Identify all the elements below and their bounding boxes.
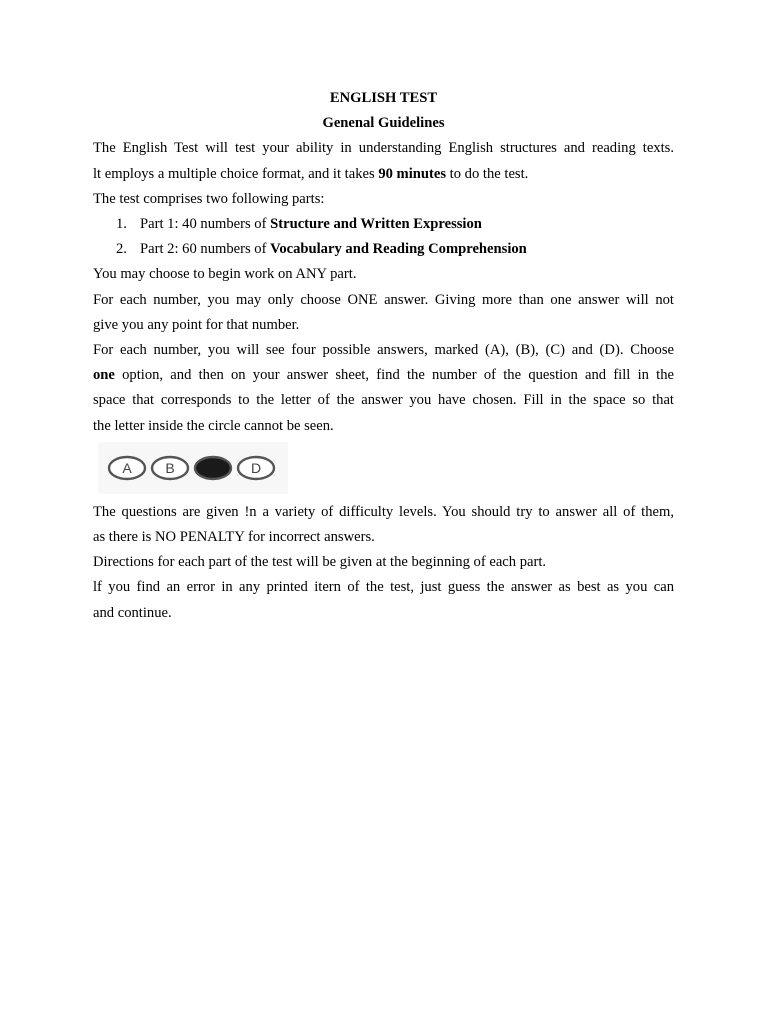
answer-bubble-letter: C (207, 459, 219, 476)
difficulty-line-1: The questions are given !n a variety of difficulty levels. You should try to answer all of them, (93, 503, 674, 520)
answer-bubble-letter: D (250, 459, 262, 476)
list-item: 2. Part 2: 60 numbers of Vocabulary and Reading Comprehension (116, 241, 527, 258)
intro-line-1: The English Test will test your ability in understanding English structures and reading texts. (93, 140, 674, 157)
answer-bubble-example (98, 442, 288, 494)
one-answer-line-1: For each number, you may only choose ONE answer. Giving more than one answer will not (93, 291, 674, 308)
four-answers-line-4: the letter inside the circle cannot be seen. (93, 417, 334, 434)
error-line-2: and continue. (93, 604, 172, 621)
four-answers-line-3: space that corresponds to the letter of the answer you have chosen. Fill in the space so that (93, 392, 674, 409)
four-answers-line-2: one option, and then on your answer sheet, find the number of the question and fill in the (93, 367, 674, 384)
page-title: ENGLISH TEST (329, 90, 438, 106)
difficulty-line-2: as there is NO PENALTY for incorrect answers. (93, 529, 375, 546)
one-answer-line-2: give you any point for that number. (93, 316, 300, 333)
bubble-example-graphic (98, 442, 288, 494)
directions-text: Directions for each part of the test will be given at the beginning of each part. (93, 554, 547, 571)
answer-bubble-letter: B (165, 459, 175, 476)
page-subtitle: Genenal Guidelines (322, 115, 445, 132)
intro-line-2: lt employs a multiple choice format, and it takes 90 minutes to do the test. (93, 165, 529, 182)
error-line-1: lf you find an error in any printed itern of the test, just guess the answer as best as you can (93, 579, 674, 596)
parts-intro: The test comprises two following parts: (93, 190, 325, 207)
four-answers-line-1: For each number, you will see four possible answers, marked (A), (B), (C) and (D). Choose (93, 342, 674, 359)
answer-bubble-letter: A (122, 459, 132, 476)
document-page (93, 86, 674, 626)
choose-any-text: You may choose to begin work on ANY part. (93, 266, 357, 283)
list-item: 1. Part 1: 40 numbers of Structure and Written Expression (116, 216, 482, 233)
duration-text: 90 minutes (378, 165, 447, 182)
